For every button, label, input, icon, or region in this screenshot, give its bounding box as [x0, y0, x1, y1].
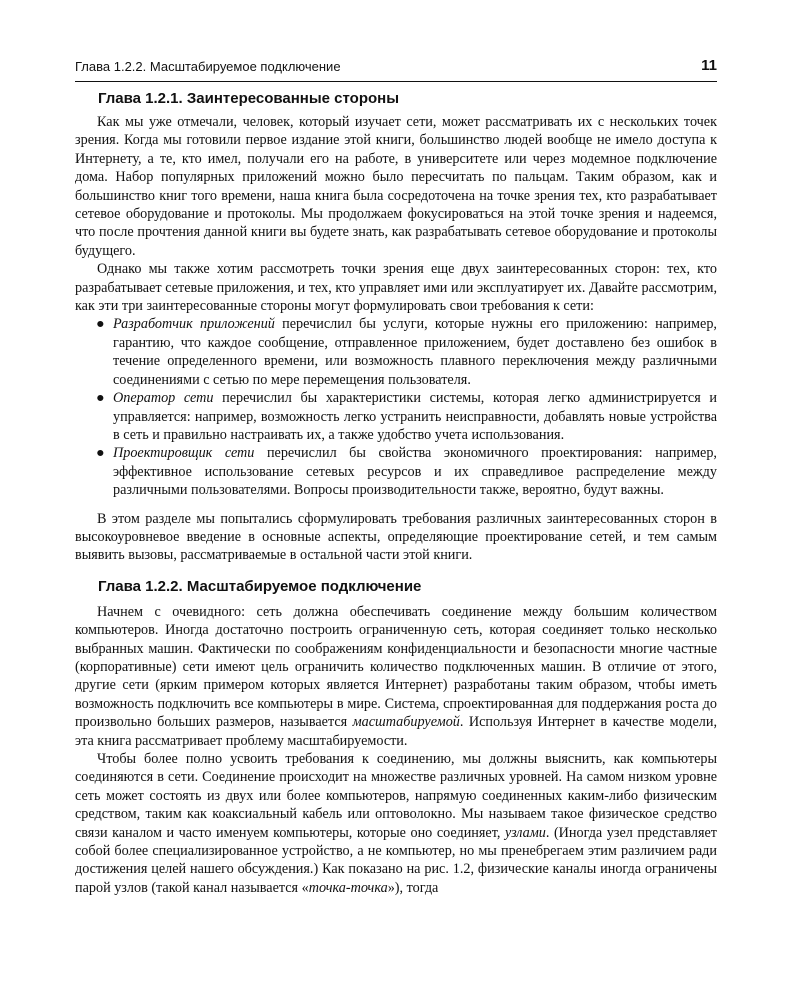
page-number: 11: [701, 57, 717, 74]
emphasis: масштабируемой: [352, 714, 460, 731]
paragraph: [75, 750, 717, 897]
paragraph: Как мы уже отмечали, человек, который изучает сети, может рассматривать их с нескольких точек зрения. Когда мы готовили первое издание этой книги, большинство людей вообще не имело доступа к Интернету, а те, кто имел, получали его на работе, в университете или через модемное подключение дома. Набор популярных приложений можно было пересчитать по пальцам. Таким образом, как и большинство книг того времени, наша книга была сосредоточена на точке зрения тех, кто разрабатывает сетевое оборудование и протоколы. Мы продолжаем фокусироваться на этой точке зрения и надеемся, что после прочтения данной книги вы будете знать, как разрабатывать сетевое оборудование и протоколы будущего.: [75, 114, 717, 259]
page-content: [75, 89, 717, 897]
section-stakeholders: [75, 89, 717, 565]
emphasis: узлами: [504, 824, 546, 841]
stakeholder-list: [75, 315, 717, 499]
text-run: »), тогда: [387, 879, 439, 896]
text-run: . (Иногда узел представляет собой более специализированное устройство, а не компьютер, но мы пренебрегаем этим различием ради достижения целей нашего обсуждения.) Как показано на рис. 1.2, физические каналы иногда ограничены парой узлов (такой канал называется «: [75, 824, 717, 896]
text-run: Чтобы более полно усвоить требования к соединению, мы должны выяснить, как компьютеры соединяются в сети. Соединение происходит на множестве различных уровней. На самом низком уровне сеть может состоять из двух или более компьютеров, напрямую соединенных каким-либо физическим средством, таким как коаксиальный кабель или оптоволокно. Мы называем такое физическое средство связи каналом и часто именуем компьютеры, которые оно соединяет,: [75, 751, 717, 841]
paragraph: [75, 603, 717, 750]
list-item: [96, 389, 717, 444]
section-scalable-connectivity: [75, 577, 717, 898]
list-item-text: перечислил бы характеристики системы, которая легко администрируется и управляется: например, возможность легко устранить неисправности, добавлять новые устройства в сеть и правильно настраивать их, а также удобство учета использования.: [113, 390, 717, 443]
list-item-text: перечислил бы свойства экономичного проектирования: например, эффективное использование сетевых ресурсов и их справедливое распределение между различными пользователями. Вопросы производительности также, вероятно, будут важны.: [113, 445, 717, 499]
list-item: [96, 444, 717, 499]
paragraph: Однако мы также хотим рассмотреть точки зрения еще двух заинтересованных сторон: тех, кто разрабатывает сетевые приложения, и тех, кто управляет ими или эксплуатирует их. Давайте рассмотрим, как эти три заинтересованные стороны могут формулировать свои требования к сети:: [75, 261, 717, 315]
paragraph: В этом разделе мы попытались сформулировать требования различных заинтересованных сторон в высокоуровневое введение в основные аспекты, определяющие проектирование сетей, и тем самым выявить вызовы, рассматриваемые в остальной части этой книги.: [75, 510, 717, 564]
bullet-icon: ●: [96, 390, 105, 407]
list-item-term: Проектировщик сети: [113, 445, 255, 462]
list-item-term: Оператор сети: [113, 390, 214, 407]
text-run: . Используя Интернет в качестве модели, эта книга рассматривает проблему масштабируемости.: [75, 714, 717, 749]
bullet-icon: ●: [96, 445, 105, 462]
list-item-text: перечислил бы услуги, которые нужны его приложению: например, гарантию, что каждое сообщение, отправленное приложением, будет доставлено без ошибок в течение определенного времени, или возможность плавного переключения между различными соединениями с сетью по мере перемещения пользователя.: [113, 316, 717, 388]
running-head-title: Глава 1.2.2. Масштабируемое подключение: [75, 59, 341, 74]
running-head: [75, 55, 717, 82]
list-item-term: Разработчик приложений: [113, 316, 275, 333]
list-item: [96, 315, 717, 389]
section-heading: Глава 1.2.1. Заинтересованные стороны: [98, 90, 400, 107]
section-heading: Глава 1.2.2. Масштабируемое подключение: [98, 577, 422, 595]
text-run: Начнем с очевидного: сеть должна обеспечивать соединение между большим количеством компьютеров. Иногда достаточно построить ограниченную сеть, которая соединяет только несколько выбранных машин. Фактически по соображениям конфиденциальности и безопасности многие частные (корпоративные) сети имеют цель ограничить количество подключенных машин. В отличие от этого, другие сети (ярким примером которых является Интернет) разработаны таким образом, чтобы иметь возможность подключить все компьютеры в мире. Система, спроектированная для поддержания роста до произвольно больших размеров, называется: [75, 603, 717, 731]
bullet-icon: ●: [96, 316, 105, 333]
emphasis: точка-точка: [308, 879, 388, 896]
